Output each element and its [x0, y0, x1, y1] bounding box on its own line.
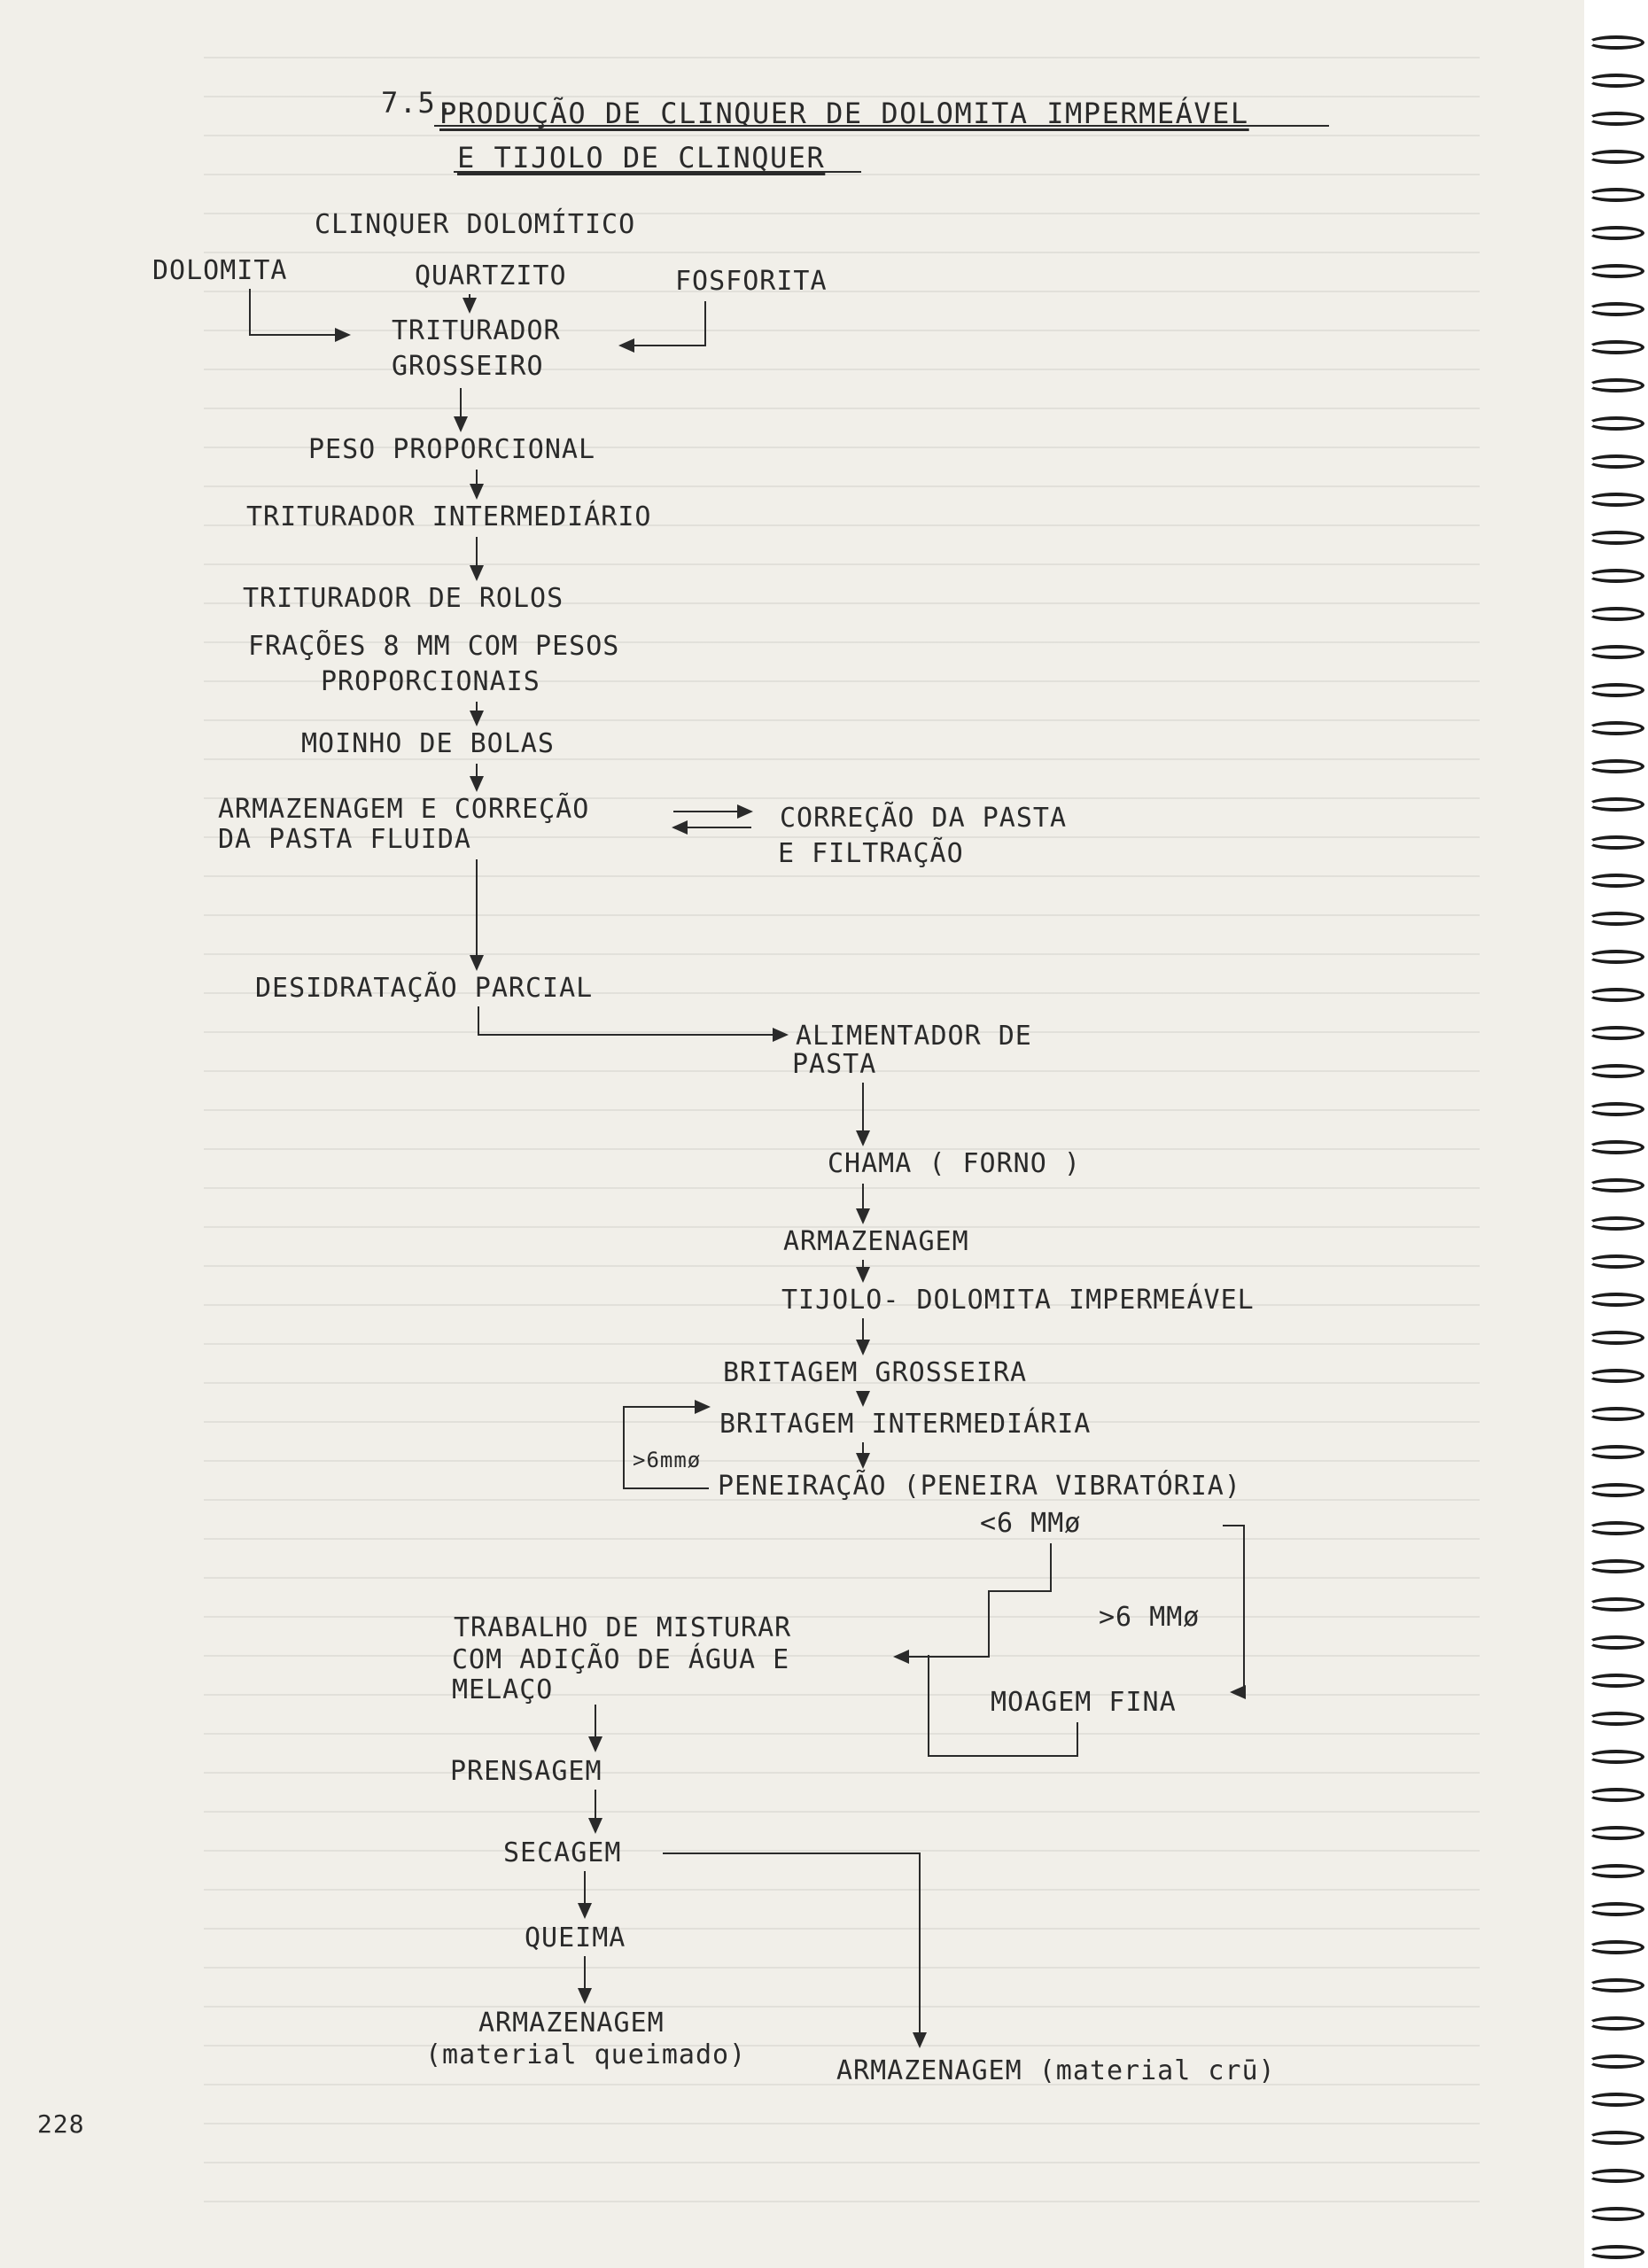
step-armazenagem-final-1: ARMAZENAGEM [478, 2008, 665, 2039]
binding-ring [1588, 1750, 1644, 1764]
binding-ring [1588, 1254, 1644, 1269]
step-armazenagem-correcao-1: ARMAZENAGEM E CORREÇÃO [218, 794, 590, 825]
binding-ring [1588, 759, 1644, 773]
input-dolomita: DOLOMITA [152, 255, 288, 286]
binding-ring [1588, 1559, 1644, 1573]
binding-ring [1588, 1216, 1644, 1231]
step-fracoes-2: PROPORCIONAIS [321, 666, 540, 697]
binding-ring [1588, 1102, 1644, 1116]
step-peso-proporcional: PESO PROPORCIONAL [308, 434, 596, 465]
arrow-lt6-to-mistura [895, 1543, 1051, 1657]
binding-ring [1588, 2169, 1644, 2183]
step-secagem: SECAGEM [503, 1837, 622, 1868]
binding-ring [1588, 645, 1644, 659]
step-tijolo-dolomita: TIJOLO- DOLOMITA IMPERMEÁVEL [781, 1285, 1255, 1316]
binding-ring [1588, 340, 1644, 354]
step-triturador-rolos: TRITURADOR DE ROLOS [243, 583, 564, 614]
step-mistura-3: MELAÇO [452, 1674, 554, 1705]
input-quartzito: QUARTZITO [415, 260, 567, 291]
step-triturador-grosseiro-2: GROSSEIRO [392, 351, 544, 382]
binding-ring [1588, 150, 1644, 164]
binding-ring [1588, 2054, 1644, 2069]
binding-ring [1588, 1369, 1644, 1383]
binding-ring [1588, 721, 1644, 735]
binding-ring [1588, 1483, 1644, 1497]
binding-ring [1588, 226, 1644, 240]
step-triturador-intermediario: TRITURADOR INTERMEDIÁRIO [246, 501, 652, 532]
binding-ring [1588, 531, 1644, 545]
binding-ring [1588, 1597, 1644, 1612]
binding-ring [1588, 569, 1644, 583]
binding-ring [1588, 264, 1644, 278]
binding-ring [1588, 378, 1644, 392]
binding-ring [1588, 1293, 1644, 1307]
binding-ring [1588, 35, 1644, 50]
binding-ring [1588, 493, 1644, 507]
binding-ring [1588, 416, 1644, 431]
binding-ring [1588, 835, 1644, 850]
title-line-2: E TIJOLO DE CLINQUER [457, 141, 826, 175]
binding-ring [1588, 1521, 1644, 1535]
step-correcao-filtracao-2: E FILTRAÇÃO [778, 838, 964, 869]
binding-ring [1588, 912, 1644, 926]
arrow-gt6-to-moagem [1223, 1526, 1244, 1692]
arrow-to-armazenagem-cru [663, 1853, 920, 2047]
section-number: 7.5. [381, 86, 455, 120]
step-alimentador-2: PASTA [792, 1049, 877, 1080]
step-prensagem: PRENSAGEM [450, 1756, 602, 1787]
binding-ring [1588, 1140, 1644, 1154]
step-armazenagem-cru: ARMAZENAGEM (material crū) [836, 2055, 1276, 2086]
step-triturador-grosseiro-1: TRITURADOR [392, 315, 561, 346]
step-chama: CHAMA ( FORNO ) [828, 1148, 1081, 1179]
binding-ring [1588, 2131, 1644, 2145]
binding-ring [1588, 797, 1644, 812]
input-fosforita: FOSFORITA [675, 266, 828, 297]
step-moagem-fina: MOAGEM FINA [991, 1687, 1177, 1718]
label-gt6-right: >6 MMø [1099, 1602, 1201, 1633]
title-line-1: PRODUÇÃO DE CLINQUER DE DOLOMITA IMPERMEÁVEL [439, 97, 1249, 130]
step-queima: QUEIMA [525, 1922, 626, 1953]
step-britagem-intermediaria: BRITAGEM INTERMEDIÁRIA [719, 1409, 1092, 1440]
binding-ring [1588, 1788, 1644, 1802]
binding-ring [1588, 1445, 1644, 1459]
binding-ring [1588, 112, 1644, 126]
binding-ring [1588, 2093, 1644, 2107]
step-alimentador-1: ALIMENTADOR DE [796, 1021, 1032, 1052]
binding-ring [1588, 874, 1644, 888]
binding-ring [1588, 2016, 1644, 2031]
binding-ring [1588, 1331, 1644, 1345]
binding-ring [1588, 1902, 1644, 1916]
arrow-fosforita [620, 301, 705, 346]
binding-ring [1588, 950, 1644, 964]
binding-ring [1588, 302, 1644, 316]
page-number: 228 [37, 2109, 85, 2139]
binding-ring [1588, 454, 1644, 469]
step-armazenagem: ARMAZENAGEM [783, 1226, 969, 1257]
step-correcao-filtracao-1: CORREÇÃO DA PASTA [780, 803, 1068, 834]
label-gt6-left: >6mmø [633, 1448, 702, 1472]
binding-ring [1588, 1940, 1644, 1954]
binding-ring [1588, 1712, 1644, 1726]
binding-ring [1588, 683, 1644, 697]
binding-ring [1588, 188, 1644, 202]
binding-ring [1588, 1635, 1644, 1650]
step-moinho-bolas: MOINHO DE BOLAS [301, 728, 555, 759]
binding-ring [1588, 607, 1644, 621]
label-lt6: <6 MMø [980, 1508, 1082, 1539]
binding-ring [1588, 2245, 1644, 2259]
binding-ring [1588, 1064, 1644, 1078]
step-armazenagem-correcao-2: DA PASTA FLUIDA [218, 824, 471, 855]
loop-gt6-left [624, 1407, 709, 1488]
binding-ring [1588, 1407, 1644, 1421]
step-armazenagem-final-2: (material queimado) [425, 2039, 747, 2070]
binding-ring [1588, 2207, 1644, 2221]
step-peneiracao: PENEIRAÇÃO (PENEIRA VIBRATÓRIA) [718, 1471, 1241, 1502]
binding-ring [1588, 1864, 1644, 1878]
binding-ring [1588, 1674, 1644, 1688]
loop-moagem-return [929, 1655, 1077, 1756]
arrow-to-alimentador [478, 1006, 787, 1035]
binding-ring [1588, 988, 1644, 1002]
binding-ring [1588, 1978, 1644, 1992]
step-britagem-grosseira: BRITAGEM GROSSEIRA [723, 1357, 1028, 1388]
binding-ring [1588, 74, 1644, 88]
binding-ring [1588, 1026, 1644, 1040]
binding-ring [1588, 1178, 1644, 1192]
subtitle: CLINQUER DOLOMÍTICO [315, 209, 636, 240]
step-fracoes-1: FRAÇÕES 8 MM COM PESOS [248, 631, 620, 662]
arrow-dolomita [250, 289, 349, 335]
binding-ring [1588, 1826, 1644, 1840]
step-mistura-1: TRABALHO DE MISTURAR [454, 1612, 792, 1643]
step-mistura-2: COM ADIÇÃO DE ÁGUA E [452, 1644, 790, 1675]
step-desidratacao: DESIDRATAÇÃO PARCIAL [255, 973, 594, 1004]
